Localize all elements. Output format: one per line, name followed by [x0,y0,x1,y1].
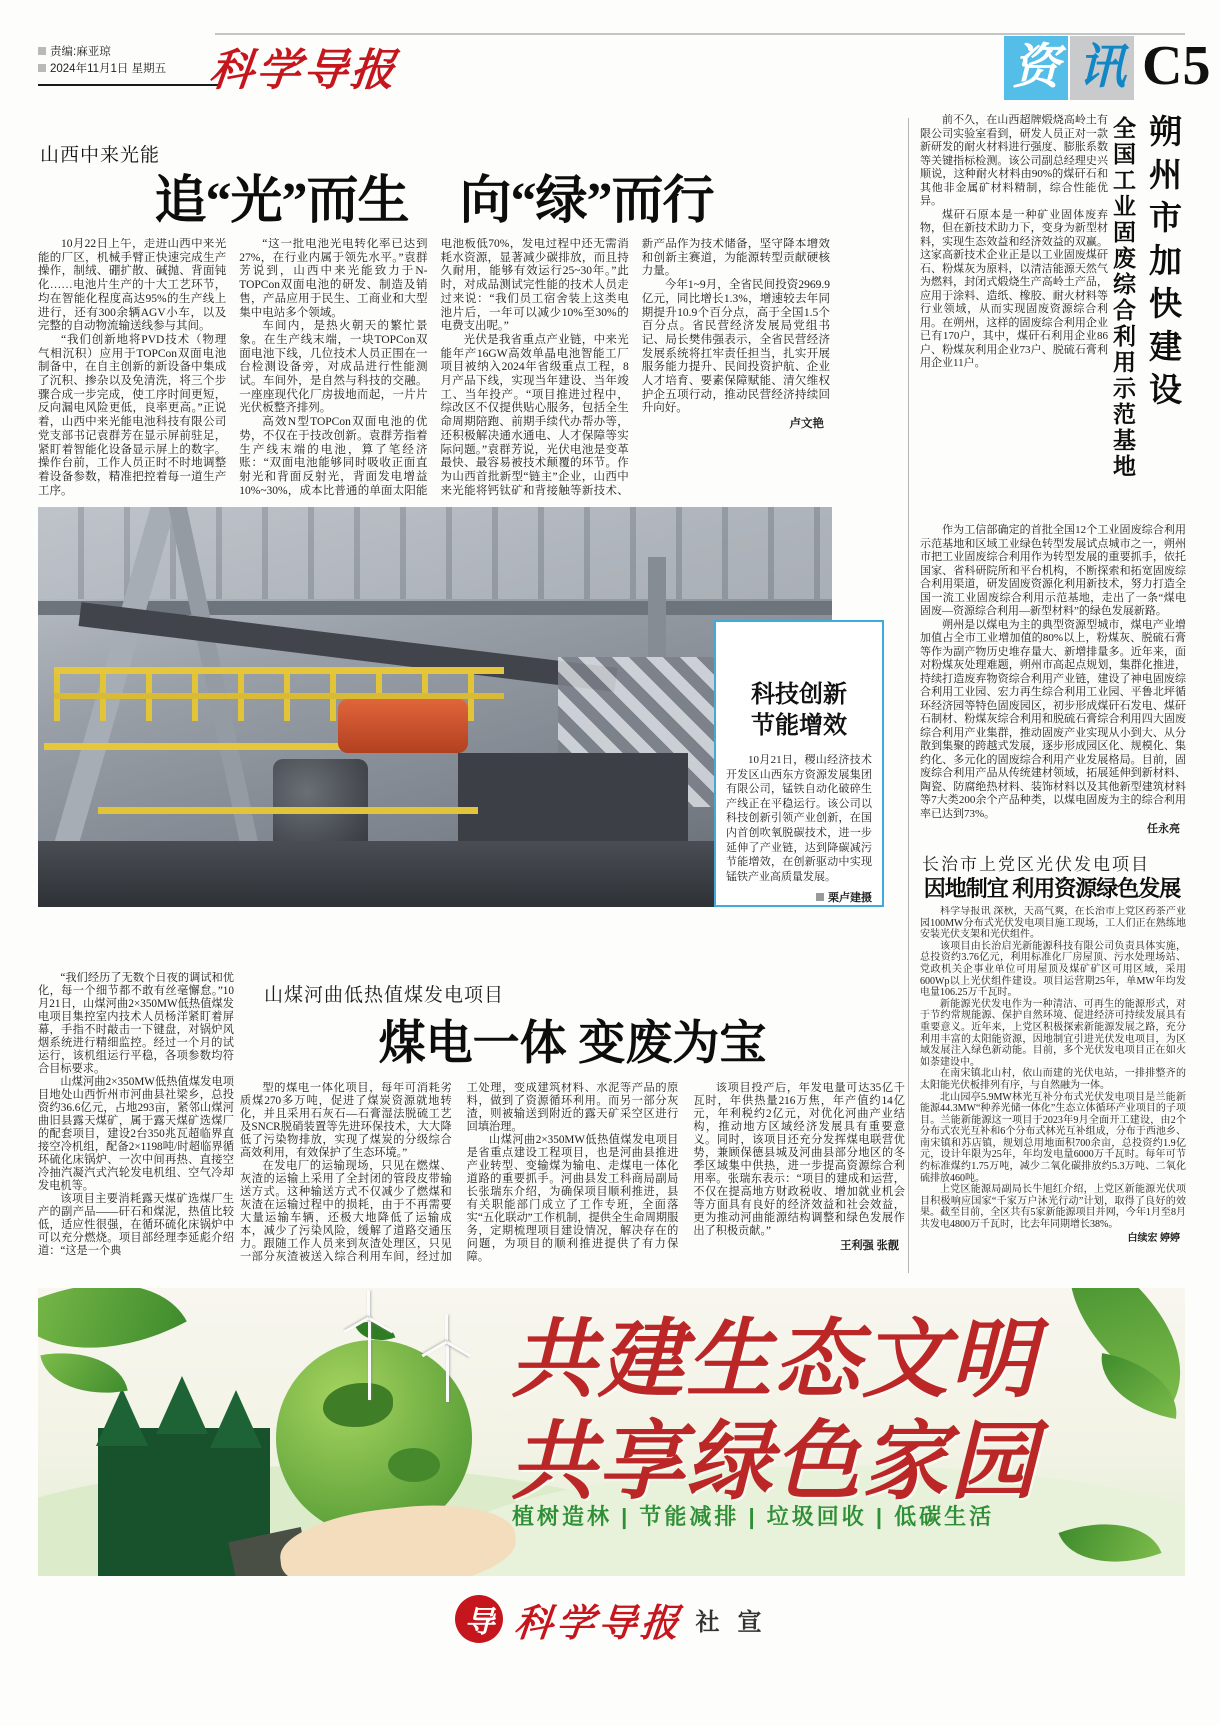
article-paragraph: 在发电厂的运输现场，只见在燃煤、灰渣的运输上采用了全封闭的管段皮带输送方式。这种输送方式不仅减少了燃煤和灰渣在运输过程中的损耗，由于不再需要大量运输车辆，还极大地降低了运输成本，减少了污染风险，缓解了道路交通压力。跟随工作人员来到灰渣处理区，只见一部分灰渣被送入综合利用车间，经过加工处理，变成建筑材料、水泥等产品的原料，做到了资源循环利用。而另一部分灰渣，则被输送到附近的露天矿采空区进行回填治理。 [240,1082,679,1263]
publisher-suffix: 社 宣 [695,1609,768,1636]
article-paragraph: 车间内，是热火朝天的繁忙景象。在生产线末端，一块TOPCon双面电池下线，几位技术人员正围在一台检测设备旁，对成品进行性能测试。车间外，是自然与科技的交融。一座座现代化厂房拔地而起，一片片光伏板整齐排列。 [239,320,428,415]
pine-tree-icon [156,1376,208,1434]
article-paragraph: 型的煤电一体化项目，每年可消耗劣质煤270多万吨，促进了煤炭资源就地转化，并且采用石灰石—石膏湿法脱硫工艺及SNCR脱硝装置等先进环保技术，大大降低了污染物排放，实现了煤炭的分级综合高效利用，有效保护了生态环境。” [240,1082,452,1159]
wind-turbine-icon [368,1316,371,1400]
photo-floor [38,841,832,907]
masthead-logo: 科学导报 [206,46,401,95]
changzhi-byline: 白续宏 婷婷 [1127,1232,1180,1244]
top-article-body [38,238,830,504]
photo-yellow-railing [54,667,504,674]
meidian-headline: 煤电一体 变废为宝 [378,1018,767,1070]
section-badge-1 [1004,36,1068,100]
publication-date: 2024年11月1日 星期五 [50,63,167,75]
top-article-headline: 追“光”而生 向“绿”而行 [154,173,714,230]
photo-yellow-railing [44,743,364,750]
banner-slogan-line2: 共享绿色家园 [510,1414,1038,1510]
article-paragraph: 科学导报讯 深秋，天高气爽，在长治市上党区药茶产业园100MW分布式光伏发电项目施工现场，工人们正在熟练地安装光伏支架和光伏组件。 [920,906,1186,941]
article-paragraph: 该项目投产后，年发电量可达35亿千瓦时，年供热量216万焦，年产值约14亿元，年利税约2亿元，对优化河曲产业结构，推动地方区域经济发展具有重要意义。同时，该项目还充分发挥煤电联营优势，兼顾保德县城及河曲县部分地区的冬季区域集中供热，进一步提高资源综合利用率。张瑞东表示：“项目的建成和运营，不仅在提高地方财政税收、增加就业机会等方面具有良好的经济效益和社会效益，更为推动河曲能源结构调整和绿色发展作出了积极贡献。” [693,1082,905,1237]
photo-yellow-railing [98,807,478,814]
banner-publisher-row [38,1584,1185,1654]
photographer-name: 栗卢建摄 [828,892,872,905]
editor-name: 责编:麻亚琼 [50,46,111,58]
changzhi-headline: 因地制宜 利用资源绿色发展 [923,876,1181,901]
section-badge-2 [1070,36,1134,100]
shuozhou-headline-sub: 全国工业固废综合利用示范基地 [1110,116,1135,480]
article-paragraph: 今年1~9月，全省民间投资2969.9亿元，同比增长1.3%，增速较去年同期提升10.9个百分点，高于全国1.5个百分点。省民营经济发展局党组书记、局长樊伟强表示，全省民营经济发展系统将扛牢责任担当，扎实开展服务能力提升、民间投资护航、企业人才培育、要素保障赋能、清欠维权护企五项行动，推动民营经济持续回升向好。 [641,279,830,415]
article-paragraph: “我们创新地将PVD技术（物理气相沉积）应用于TOPCon双面电池制备中，在自主创新的新设备中集成了沉积、掺杂以及免清洗，将三个步骤合成一步完成，使工序时间更短，反向漏电风险更低，良率更高。”正说着，山西中来光能电池科技有限公司党支部书记袁群芳在显示屏前驻足，紧盯着智能化设备显示屏上的数字。操作台前，工作人员正时不时地调整着设备参数，精准把控着每一道生产工序。 [38,333,227,497]
shuozhou-vertical-headline [1106,114,1186,518]
top-article-kicker: 山西中来光能 [40,145,161,166]
shuozhou-byline: 任永亮 [1147,823,1180,835]
meidian-left-column [38,972,234,1272]
article-paragraph: 10月22日上午，走进山西中来光能的厂区，机械手臂正快速完成生产操作，制绒、硼扩散、碱抛、背面钝化……电池片生产的十大工艺环节，均在智能化程度高达95%的生产线上进行，还有300余辆AGV小车，以及完整的自动物流输送线参与其间。 [38,238,227,333]
article-paragraph: 煤矸石原本是一种矿业固体废弃物，但在新技术助力下，变身为新型材料，实现生态效益和经济效益的双赢。这家高新技术企业正是以工业固废煤矸石、粉煤灰为原料，以清洁能源天然气为燃料，封闭式煅烧生产高岭土产品，应用于涂料、造纸、橡胶、耐火材料等行业领域，从而实现固废资源综合利用。在朔州，这样的固废综合利用企业已有170户，其中，煤矸石利用企业86户、粉煤灰利用企业73户、脱硫石膏利用企业11户。 [920,208,1108,369]
banner-slogan-line1: 共建生态文明 [510,1312,1038,1408]
bullet-square-icon [38,47,46,55]
newspaper-logo-icon: 导 [455,1595,503,1643]
photo-caption-box [714,620,884,907]
caption-title-line1: 科技创新 [751,682,847,708]
article-paragraph: 作为工信部确定的首批全国12个工业固废综合利用示范基地和区域工业绿色转型发展试点城市之一，朔州市把工业固废综合利用作为转型发展的重要抓手，依托国家、省科研院所和平台机构，不断探索和拓宽固废综合利用渠道，研发固废资源化利用新技术，努力打造全国一流工业固废综合利用示范基地，走出了一条“煤电固废—资源综合利用—新型材料”的绿色发展新路。 [920,524,1186,617]
eco-banner [38,1288,1185,1660]
article-paragraph: 北山园亭5.9MW林光互补分布式光伏发电项目是兰能新能源44.3MW“种养光储一体化”生态立体循环产业项目的子项目。兰能新能源这一项目于2023年9月全面开工建设，由2个分布式农光互补和6个分布式林光互补组成，分布于西池乡、南宋镇和苏店镇，规划总用地面积700余亩，总投资约1.9亿元，设计年限为25年，年均发电量6000万千瓦时。每年可节约标准煤约1.75万吨，减少二氧化碳排放约5.3万吨、二氧化硫排放460吨。 [920,1091,1186,1184]
meidian-byline: 王利强 张靓 [840,1240,899,1252]
top-article-byline: 卢文艳 [789,418,824,431]
section-char: 资 [1011,41,1060,94]
article-paragraph: 高效N型TOPCon双面电池的优势，不仅在于技改创新。袁群芳指着生产线末端的电池，算了笔经济账：“双面电池能够同时吸收正面直射光和背面反射光，背面发电增益10%~30%，成本比普通的单面太阳能电池板低70%，发电过程中还无需消耗水资源，显著减少碳排放，而且持久耐用，能够有效运行25~30年。”此时，对成品测试完性能的技术人员走过来说：“我们员工宿舍装上这类电池片后，一年可以减少10%至30%的电费支出呢。” [239,238,629,497]
banner-illustration [38,1288,1185,1576]
factory-photo [38,507,832,907]
article-paragraph: 山煤河曲2×350MW低热值煤发电项目是省重点建设工程项目，也是河曲县推进产业转型、变输煤为输电、走煤电一体化道路的重要抓手。河曲县发工科商局副局长张瑞东介绍，为确保项目顺利推进，县有关职能部门成立了工作专班，全面落实“五化联动”工作机制，提供全生命周期服务，定期梳理项目建设情况，解决存在的问题，为项目的顺利推进提供了有力保障。 [466,1134,679,1263]
article-paragraph: “这一批电池光电转化率已达到27%，在行业内属于领先水平。”袁群芳说到，山西中来光能致力于N-TOPCon双面电池的研发、制造及销售，产品应用于民生、工商业和大型集中电站多个领域。 [239,238,428,319]
changzhi-body [920,906,1186,1272]
bullet-square-icon [38,64,46,72]
caption-text: 10月21日，稷山经济技术开发区山西东方资源发展集团有限公司，锰铁自动化破碎生产线正在平稳运行。该公司以科技创新引领产业创新，在国内首创吹氧脱碳技术，进一步延伸了产业链，达到降碳减污节能增效，在创新驱动中实现锰铁产业高质量发展。 [726,754,872,883]
article-paragraph: 上党区能源局副局长牛旭红介绍，上党区新能源光伏项目积极响应国家“千家万户沐光行动”计划，取得了良好的效果。截至目前，全区共有5家新能源项目并网，今年1月至8月共发电4800万千瓦时，比去年同期增长38%。 [920,1184,1186,1231]
article-paragraph: 光伏是我省重点产业链，中来光能年产16GW高效单晶电池智能工厂项目被纳入2024年省级重点工程，8月产品下线，实现当年建设、当年竣工、当年投产。“项目推进过程中，综改区不仅提供贴心服务，包括全生命周期陪跑、前期手续代办帮办等，还积极解决通水通电、人才保障等实际问题。”袁群芳说，光伏电池是变革最快、最容易被技术颠覆的环节。作为山西首批新型“链主”企业，山西中来光能将钙钛矿和背接触等新技术、新产品作为技术储备，坚守降本增效和创新主赛道，为能源转型贡献硬核力量。 [440,238,830,497]
shuozhou-lower-body [920,524,1186,837]
photo-orange-machine [338,699,468,753]
article-paragraph: 朔州是以煤电为主的典型资源型城市，煤电产业增加值占全市工业增加值的80%以上，粉煤灰、脱硫石膏等作为副产物历史堆存量大、新增排量多。近年来，面对粉煤灰处理难题，朔州市高起点规划，集群化推进，持续打造废弃物资综合利用产业链，建设了神电固废综合利用工业园、宏力再生综合利用工业园、平鲁北坪循环经济园等特色固废园区，初步形成煤矸石发电、煤矸石制材、粉煤灰综合利用和脱硫石膏综合利用四大固废综合利用产业集群，推动固废产业实现从小到大、从分散到集聚的跨越式发展，逐步形成园区化、规模化、集约化、多元化的固废综合利用产业发展格局。目前，固废综合利用产品从传统建材领域，拓展延伸到新材料、陶瓷、防腐绝热材料、装饰材料以及其他新型建筑材料等7大类200余个产品种类，以煤电固废为主的综合利用率已达到73%。 [920,618,1186,820]
article-paragraph: 山煤河曲2×350MW低热值煤发电项目地处山西忻州市河曲县社梁乡，总投资约36.6亿元，占地293亩，紧邻山煤河曲旧县露天煤矿，属于露天煤矿选煤厂的配套项目，建设2台350兆瓦超临界直接空冷机组，配备2×1198吨/时超临界循环硫化床锅炉、一次中间再热、直接空冷抽汽凝汽式汽轮发电机组、空气冷却发电机等。 [38,1076,234,1192]
credit-square-icon [816,893,824,901]
publisher-name: 科学导报 [512,1602,686,1645]
changzhi-kicker: 长治市上党区光伏发电项目 [922,855,1150,874]
pine-tree-icon [96,1388,148,1446]
section-char: 讯 [1077,41,1126,94]
globe-continent [388,1448,440,1482]
caption-title-line2: 节能增效 [751,713,847,739]
article-paragraph: 该项目由长治启光新能源科技有限公司负责具体实施，总投资约3.76亿元，利用标准化厂房屋顶、污水处理场站、党政机关企事业单位可用屋顶及煤矿矿区可用区域，采用600Wp以上光伏组件建设。项目运营期25年，单MW年均发电量106.25万千瓦时。 [920,940,1186,999]
wind-turbine-icon [446,1340,449,1402]
page-number: C5 [1142,35,1211,97]
article-paragraph: “我们经历了无数个日夜的调试和优化，每一个细节都不敢有丝毫懈怠。”10月21日，山煤河曲2×350MW低热值煤发电项目集控室内技术人员杨洋紧盯着屏幕，手指不时敲击一下键盘，对锅炉风烟系统进行精细监控。经过一个月的试运行，该机组运行平稳，各项参数均符合目标要求。 [38,972,234,1075]
article-paragraph: 新能源光伏发电作为一种清洁、可再生的能源形式，对于节约常规能源、保护自然环境、促进经济可持续发展具有重要意义。近年来，上党区积极探索新能源发展之路，充分利用丰富的太阳能资源，因地制宜引进光伏发电项目，为区域发展注入绿色新动能。目前，多个光伏发电项目正在如火如荼建设中。 [920,998,1186,1068]
meidian-kicker: 山煤河曲低热值煤发电项目 [264,985,505,1006]
shuozhou-headline-main: 朔州市加快建设 [1144,114,1180,415]
article-paragraph: 该项目主要消耗露天煤矿选煤厂生产的副产品——矸石和煤泥，热值比较低，适应性很强，在循环硫化床锅炉中可以充分燃烧。项目部经理李延彪介绍道：“这是一个典 [38,1193,234,1257]
editor-line [38,44,218,61]
shuozhou-upper-body [920,114,1108,518]
article-paragraph: 前不久，在山西超牌煅烧高岭土有限公司实验室看到，研发人员正对一款新研发的耐火材料进行强度、膨胀系数等关键指标检测。该公司副总经理史兴顺说，这种耐火材料由90%的煤矸石和其他非金属矿材料精制，综合性能优异。 [920,114,1108,207]
article-paragraph: 在南宋镇北山村，依山而建的光伏电站，一排排整齐的太阳能光伏板排列有序，与自然融为一体。 [920,1068,1186,1091]
editor-date-block [38,44,218,86]
column-divider [908,118,909,1273]
date-line [38,61,218,78]
banner-subslogan: 植树造林 | 节能减排 | 垃圾回收 | 低碳生活 [512,1504,995,1529]
pine-tree-icon [210,1390,262,1448]
photo-credit [726,889,872,905]
meidian-body [240,1082,905,1274]
